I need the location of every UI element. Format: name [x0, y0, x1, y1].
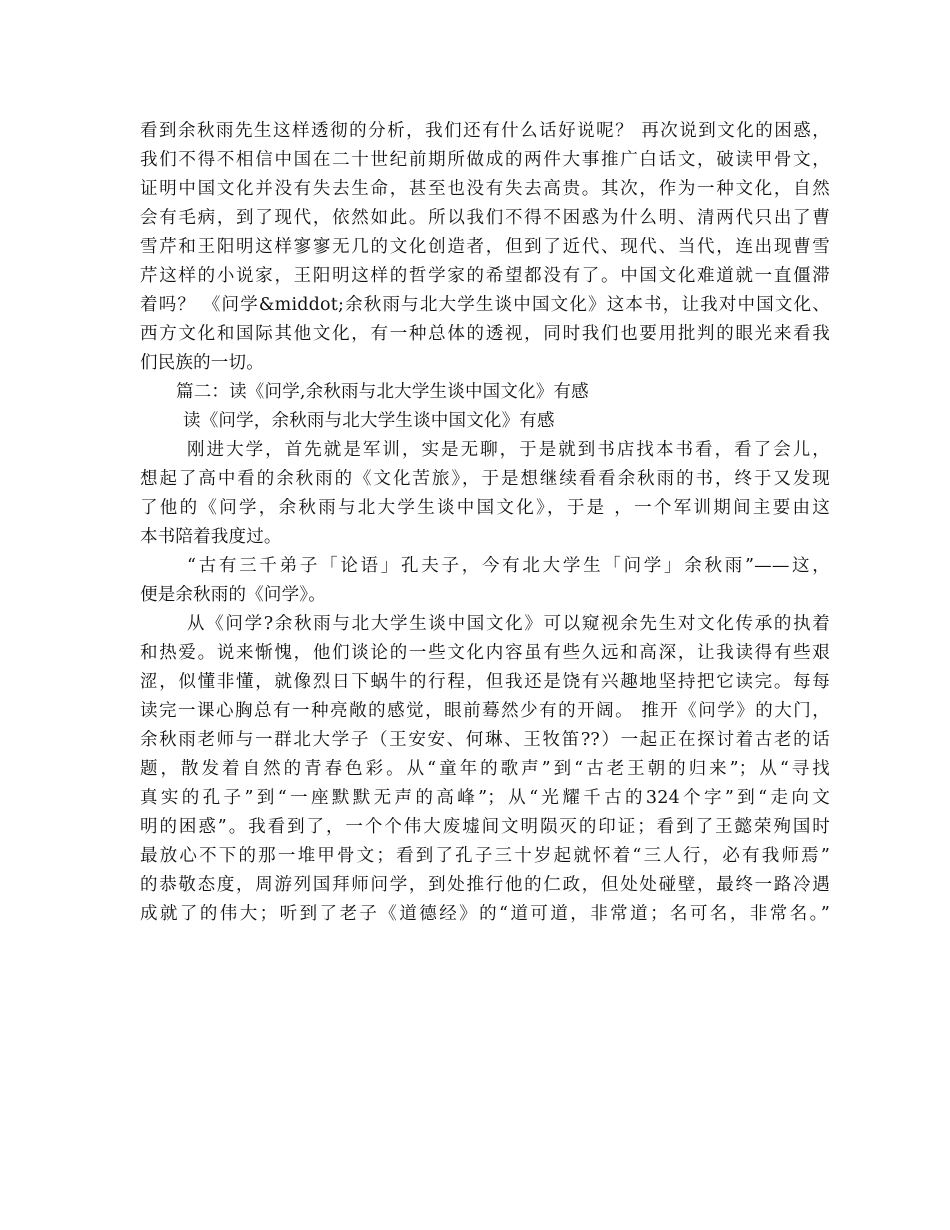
text-line: “古有三千弟子「论语」孔夫子，今有北大学生「问学」余秋雨”——这，	[187, 556, 830, 576]
text-line: 着吗？ 《问学&middot;余秋雨与北大学生谈中国文化》这本书，让我对中国文化、	[140, 295, 830, 315]
article-title: 读《问学，余秋雨与北大学生谈中国文化》有感	[183, 411, 555, 431]
text-line: 最放心不下的那一堆甲骨文；看到了孔子三十岁起就怀着“三人行，必有我师焉”	[140, 846, 830, 866]
text-line: 了他的《问学，余秋雨与北大学生谈中国文化》，于是 ，一个军训期间主要由这	[140, 498, 830, 518]
text-line: 会有毛病，到了现代，依然如此。所以我们不得不困惑为什么明、清两代只出了曹	[140, 208, 830, 228]
text-line: 证明中国文化并没有失去生命，甚至也没有失去高贵。其次，作为一种文化，自然	[140, 179, 830, 199]
text-line: 看到余秋雨先生这样透彻的分析，我们还有什么话好说呢？ 再次说到文化的困惑，	[140, 121, 830, 141]
document-body	[140, 117, 830, 929]
text-line: 西方文化和国际其他文化，有一种总体的透视，同时我们也要用批判的眼光来看我	[140, 324, 830, 344]
text-line: 明的困惑”。我看到了，一个个伟大废墟间文明陨灭的印证；看到了王懿荣殉国时	[140, 817, 830, 837]
text-line: 芹这样的小说家，王阳明这样的哲学家的希望都没有了。中国文化难道就一直僵滞	[140, 266, 830, 286]
section-heading: 篇二：读《问学,余秋雨与北大学生谈中国文化》有感	[176, 382, 589, 402]
text-line: 我们不得不相信中国在二十世纪前期所做成的两件大事推广白话文，破读甲骨文，	[140, 150, 830, 170]
text-line: 真实的孔子”到“一座默默无声的高峰”；从“光耀千古的324个字”到“走向文	[140, 788, 830, 808]
text-line: 雪芹和王阳明这样寥寥无几的文化创造者，但到了近代、现代、当代，连出现曹雪	[140, 237, 830, 257]
text-line: 便是余秋雨的《问学》。	[140, 585, 326, 605]
text-line: 涩，似懂非懂，就像烈日下蜗牛的行程，但我还是饶有兴趣地坚持把它读完。每每	[140, 672, 830, 692]
text-line: 本书陪着我度过。	[140, 527, 282, 547]
text-line: 想起了高中看的余秋雨的《文化苦旅》，于是想继续看看余秋雨的书，终于又发现	[140, 469, 830, 489]
text-line: 刚进大学，首先就是军训，实是无聊，于是就到书店找本书看，看了会儿，	[187, 440, 830, 460]
text-line: 和热爱。说来惭愧，他们谈论的一些文化内容虽有些久远和高深，让我读得有些艰	[140, 643, 830, 663]
text-line: 题，散发着自然的青春色彩。从“童年的歌声”到“古老王朝的归来”；从“寻找	[140, 759, 830, 779]
text-line: 成就了的伟大；听到了老子《道德经》的“道可道，非常道；名可名，非常名。”	[140, 904, 830, 924]
text-line: 们民族的一切。	[140, 353, 264, 373]
text-line: 读完一课心胸总有一种亮敞的感觉，眼前蓦然少有的开阔。 推开《问学》的大门，	[140, 701, 830, 721]
text-line: 的恭敬态度，周游列国拜师问学，到处推行他的仁政，但处处碰壁，最终一路冷遇	[140, 875, 830, 895]
text-line: 从《问学?余秋雨与北大学生谈中国文化》可以窥视余先生对文化传承的执着	[187, 614, 830, 634]
text-line: 余秋雨老师与一群北大学子（王安安、何琳、王牧笛??）一起正在探讨着古老的话	[140, 730, 830, 750]
